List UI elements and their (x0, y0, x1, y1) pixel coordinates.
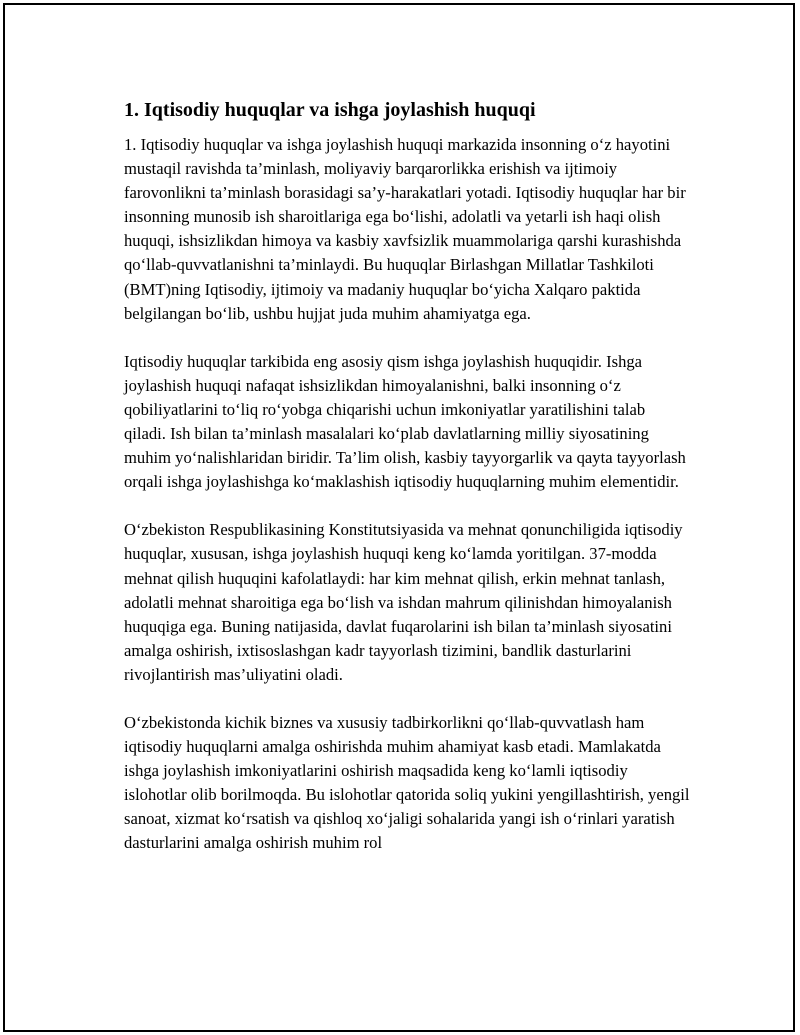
paragraph-1: 1. Iqtisodiy huquqlar va ishga joylashish huquqi markazida insonning o‘z hayotini mustaqil ravishda ta’minlash, moliyaviy barqarorlikka erishish va ijtimoiy farovonlikni ta’minlash borasidagi sa’y-harakatlari yotadi. Iqtisodiy huquqlar har bir insonning munosib ish sharoitlariga ega bo‘lishi, adolatli va yetarli ish haqi olish huquqi, ishsizlikdan himoya va kasbiy xavfsizlik muammolariga qarshi kurashishda qo‘llab-quvvatlanishni ta’minlaydi. Bu huquqlar Birlashgan Millatlar Tashkiloti (BMT)ning Iqtisodiy, ijtimoiy va madaniy huquqlar bo‘yicha Xalqaro paktida belgilangan bo‘lib, ushbu hujjat juda muhim ahamiyatga ega. (124, 135, 686, 323)
paragraph-4: O‘zbekistonda kichik biznes va xususiy tadbirkorlikni qo‘llab-quvvatlash ham iqtisodiy huquqlarni amalga oshirishda muhim ahamiyat kasb etadi. Mamlakatda ishga joylashish imkoniyatlarini oshirish maqsadida keng ko‘lamli iqtisodiy islohotlar olib borilmoqda. Bu islohotlar qatorida soliq yukini yengillashtirish, yengil sanoat, xizmat ko‘rsatish va qishloq xo‘jaligi sohalarida yangi ish o‘rinlari yaratish dasturlarini amalga oshirish muhim rol (124, 712, 690, 853)
paragraph-2: Iqtisodiy huquqlar tarkibida eng asosiy qism ishga joylashish huquqidir. Ishga joylashish huquqi nafaqat ishsizlikdan himoyalanishni, balki insonning o‘z qobiliyatlarini to‘liq ro‘yobga chiqarishi uchun imkoniyatlar yaratilishini talab qiladi. Ish bilan ta’minlash masalalari ko‘plab davlatlarning milliy siyosatining muhim yo‘nalishlaridan biridir. Ta’lim olish, kasbiy tayyorgarlik va qayta tayyorlash orqali ishga joylashishga ko‘maklashish iqtisodiy huquqlarning muhim elementidir. (124, 351, 686, 492)
page-frame (3, 3, 795, 1032)
paragraph-3: O‘zbekiston Respublikasining Konstitutsiyasida va mehnat qonunchiligida iqtisodiy huquqlar, xususan, ishga joylashish huquqi keng ko‘lamda yoritilgan. 37-modda mehnat qilish huquqini kafolatlaydi: har kim mehnat qilish, erkin mehnat tanlash, adolatli mehnat sharoitiga ega bo‘lish va ishdan mahrum qilinishdan himoyalanish huquqiga ega. Buning natijasida, davlat fuqarolarini ish bilan ta’minlash siyosatini amalga oshirish, ixtisoslashgan kadr tayyorlash tizimini, bandlik dasturlarini rivojlantirish mas’uliyatini oladi. (124, 520, 683, 684)
document-body (118, 97, 690, 880)
document-title: 1. Iqtisodiy huquqlar va ishga joylashish huquqi (124, 99, 536, 121)
